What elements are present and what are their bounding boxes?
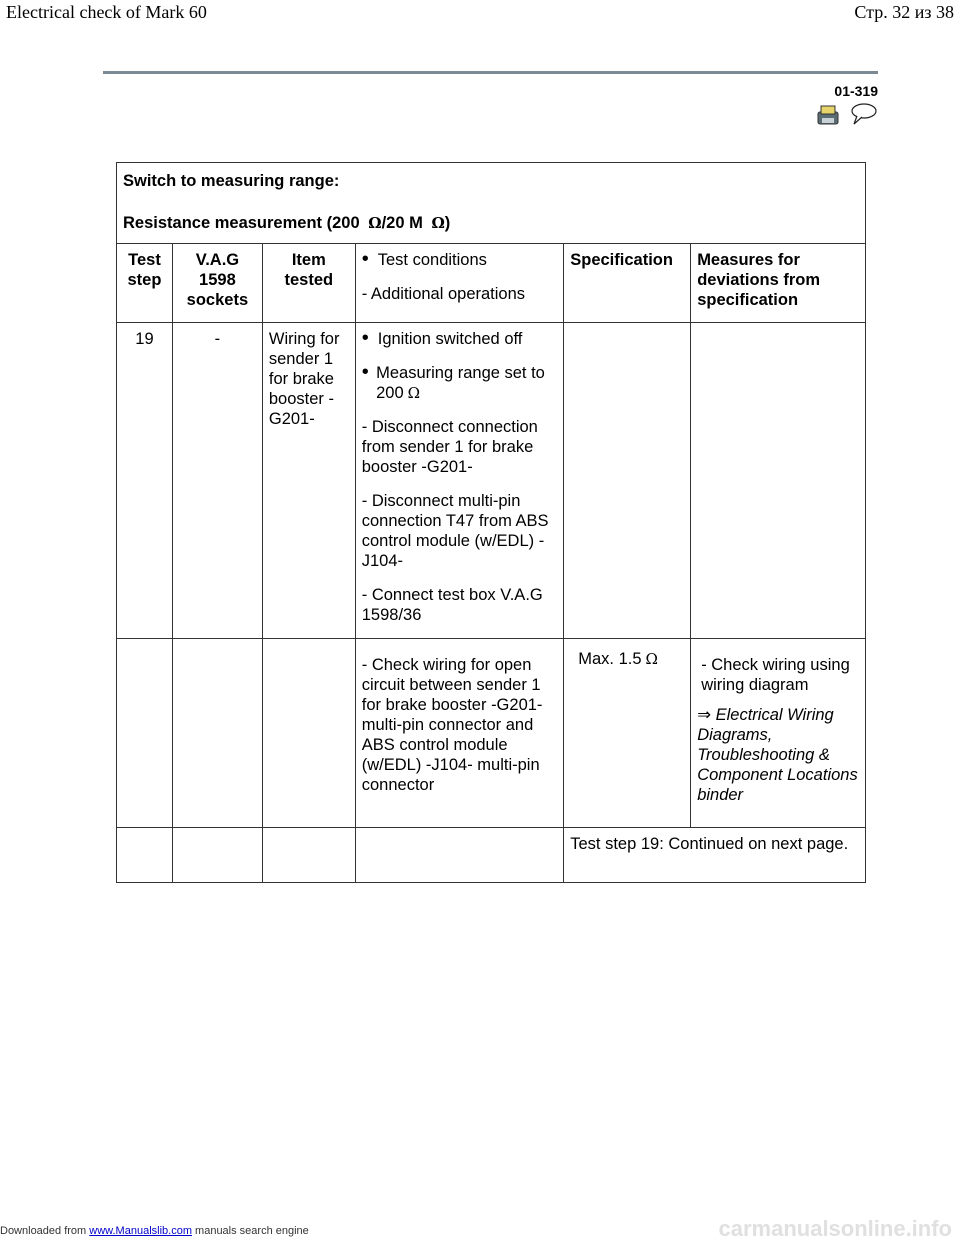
step-cell [117, 639, 173, 828]
sockets-cell: - [172, 323, 262, 639]
conditions-cell: • Ignition switched off • Measuring range set to 200 Ω - Disconnect connection from sender 1 for brake booster -G201- - Disconnect multi-pin connection T47 from ABS control module (w/EDL) -J104- - Connect test box V.A.G 1598/36 [355, 323, 564, 639]
item-cell: Wiring for sender 1 for brake booster -G201- [262, 323, 355, 639]
col-specification: Specification [564, 244, 691, 323]
operation-1: - Disconnect connection from sender 1 for brake booster -G201- [361, 418, 538, 476]
col-item-tested: Item tested [262, 244, 355, 323]
spec-cell: Max. 1.5 Ω [564, 639, 691, 828]
table-row [117, 828, 866, 883]
header-divider [103, 71, 878, 74]
step-cell [117, 828, 173, 883]
manualslib-link[interactable]: www.Manualslib.com [89, 1225, 192, 1237]
wiring-diagram-reference[interactable]: ⇒ Electrical Wiring Diagrams, Troubleshooting & Component Locations binder [697, 706, 858, 804]
bullet-icon: • [361, 248, 369, 270]
operation-3: - Connect test box V.A.G 1598/36 [361, 586, 543, 624]
item-cell [262, 828, 355, 883]
operation-cell: - Check wiring for open circuit between sender 1 for brake booster -G201- multi-pin connector and ABS control module (w/EDL) -J104- multi-pin connector [355, 639, 564, 828]
col-vag-sockets: V.A.G 1598 sockets [172, 244, 262, 323]
col-test-step: Test step [117, 244, 173, 323]
table-row [117, 323, 866, 639]
column-header-row [117, 244, 866, 323]
operation-2: - Disconnect multi-pin connection T47 from ABS control module (w/EDL) -J104- [361, 492, 549, 570]
printer-icon[interactable] [818, 106, 838, 124]
watermark: carmanualsonline.info [718, 1216, 952, 1241]
col-measures: Measures for deviations from specification [691, 244, 866, 323]
continued-note: Test step 19: Continued on next page. [564, 828, 866, 883]
page-indicator: Стр. 32 из 38 [854, 2, 954, 22]
window-title: Electrical check of Mark 60 [6, 2, 207, 22]
reference-arrow-icon: ⇒ [697, 706, 712, 724]
speech-bubble-icon[interactable] [852, 104, 876, 124]
bullet-icon: • [361, 327, 369, 349]
step-cell: 19 [117, 323, 173, 639]
footer-download: Downloaded from www.Manualslib.com manuals search engine [0, 1225, 309, 1237]
intro-line-1: Switch to measuring range: [123, 172, 340, 190]
document-number: 01-319 [834, 83, 878, 99]
measure-text: - Check wiring using wiring diagram [701, 656, 850, 694]
bullet-icon: • [361, 361, 369, 383]
table-row [117, 639, 866, 828]
intro-line-2: Resistance measurement (200 Ω/20 M Ω) [123, 214, 451, 232]
intro-row [117, 163, 866, 244]
item-cell [262, 639, 355, 828]
sockets-cell [172, 639, 262, 828]
measure-cell [691, 639, 866, 828]
col-conditions: • Test conditions - Additional operations [355, 244, 564, 323]
measuring-range-intro [117, 163, 866, 244]
toolbar-icons [814, 102, 878, 128]
test-table [116, 162, 866, 883]
icon-group [814, 102, 878, 128]
operation-cell [355, 828, 564, 883]
sockets-cell [172, 828, 262, 883]
measure-cell [691, 323, 866, 639]
spec-cell [564, 323, 691, 639]
col-additional: - Additional operations [361, 285, 526, 303]
